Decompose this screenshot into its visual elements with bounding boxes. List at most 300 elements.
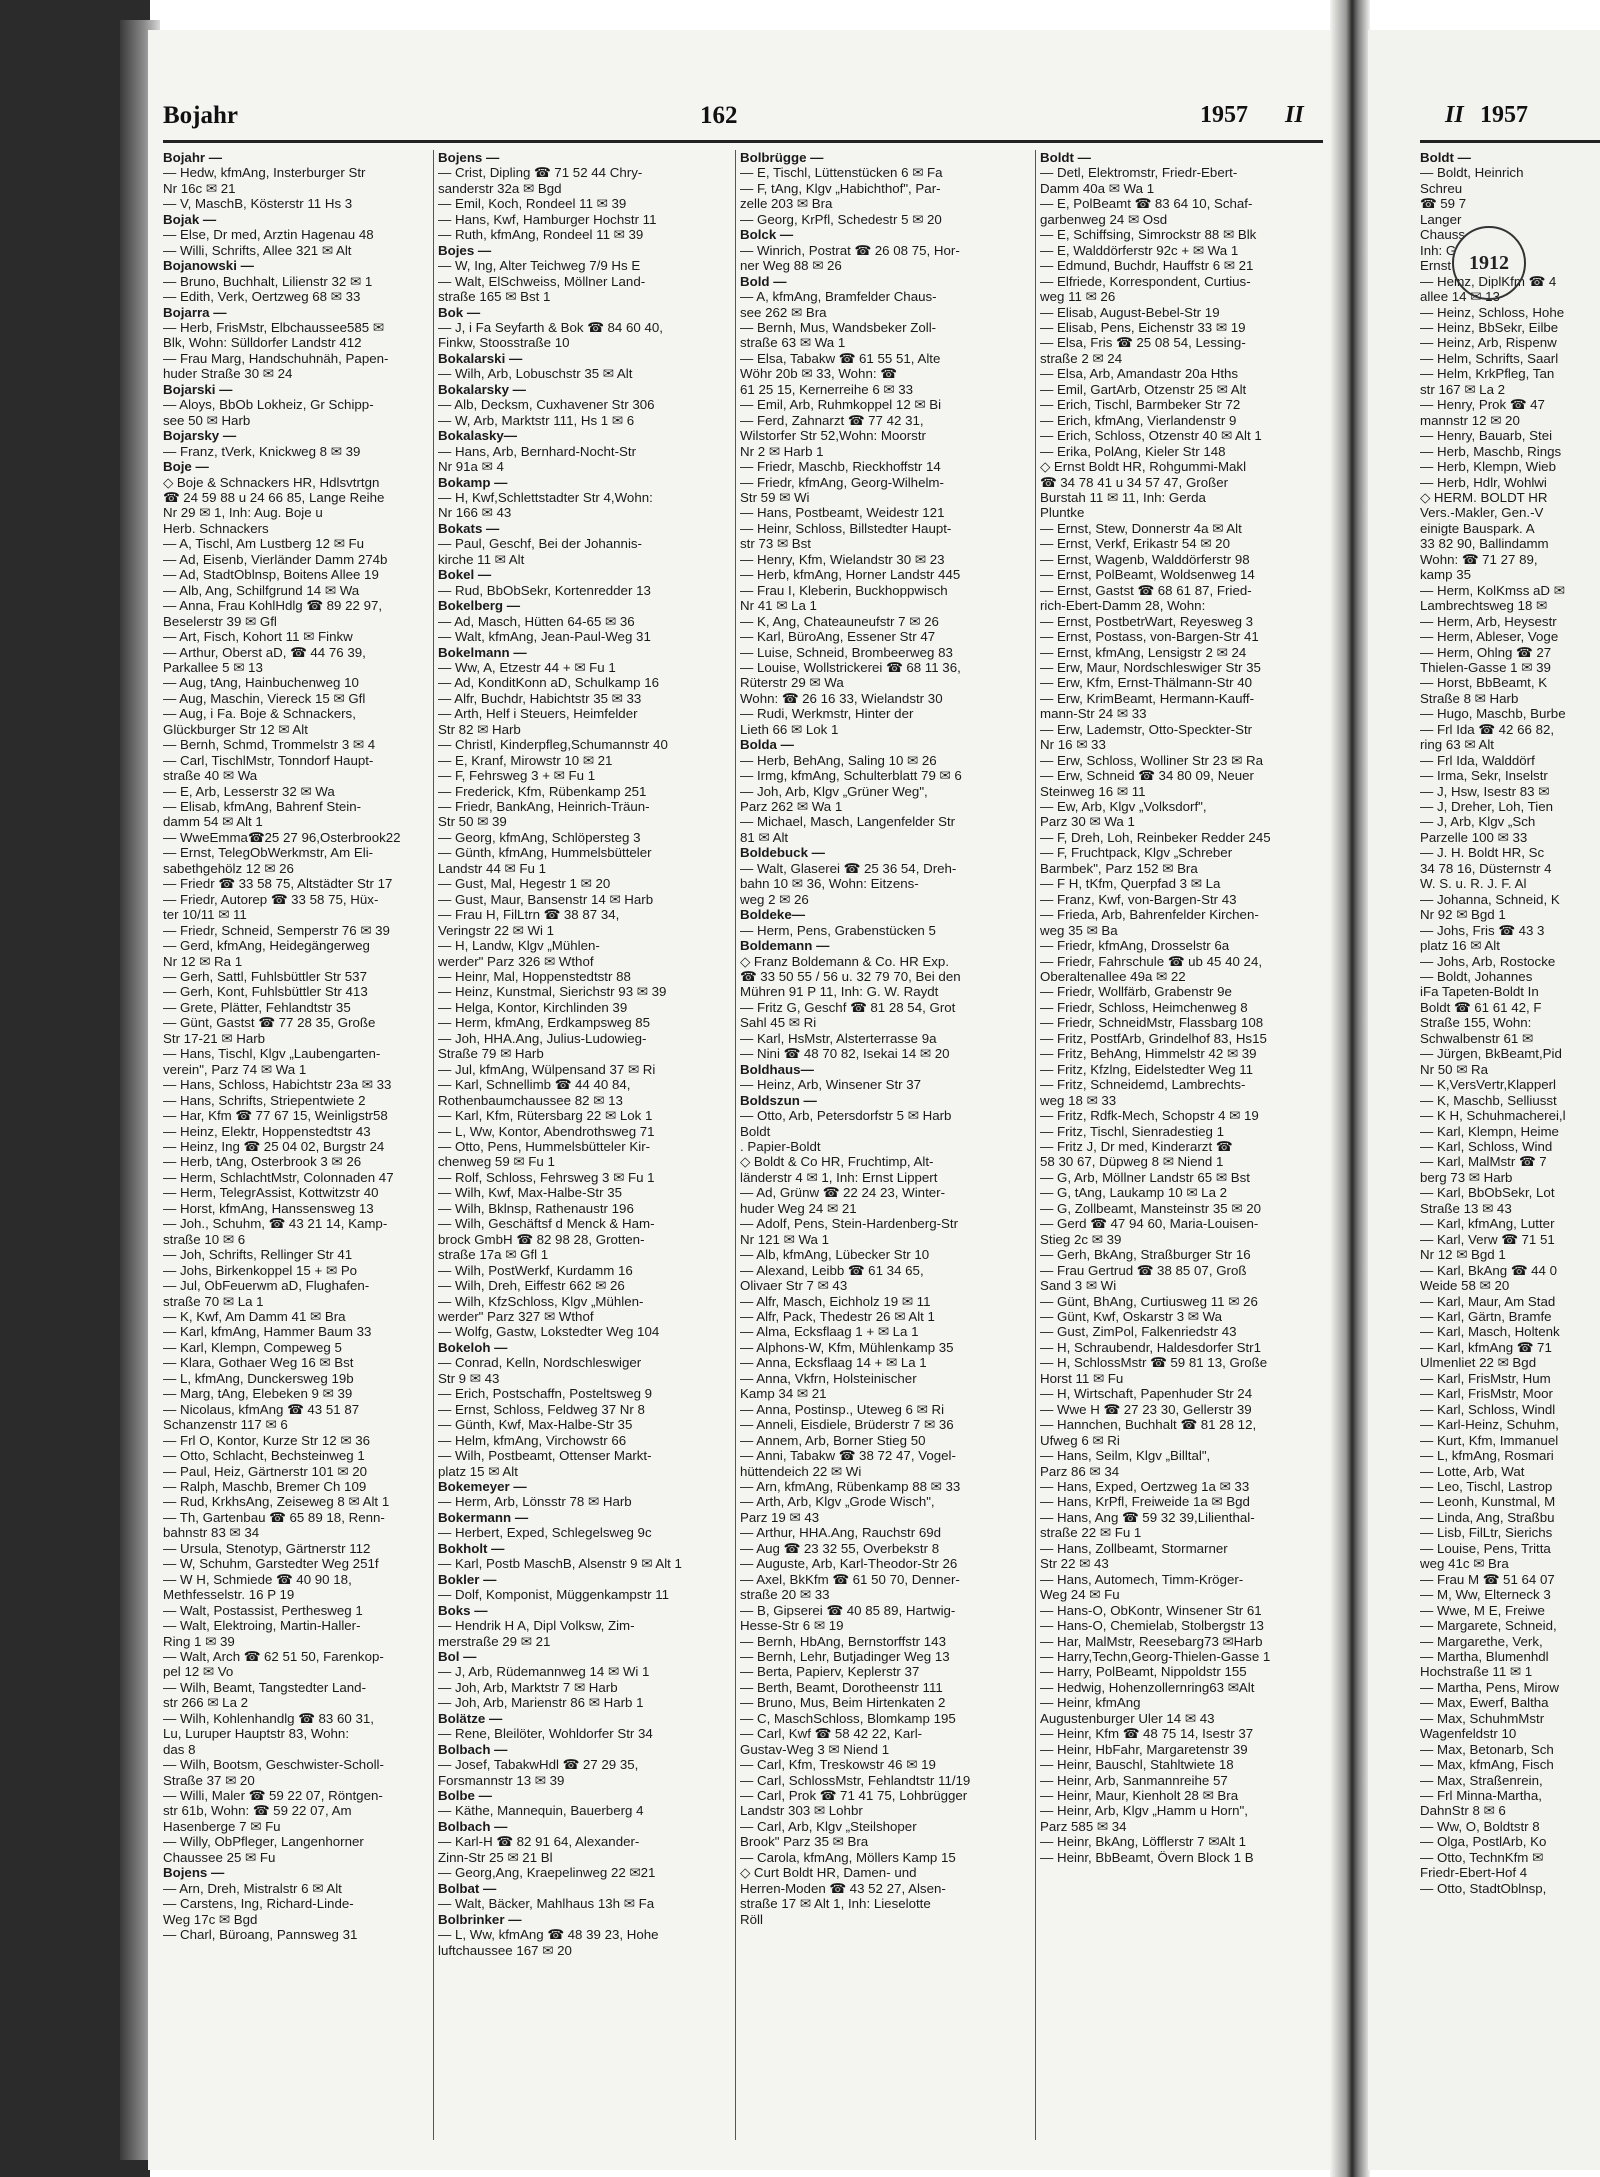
directory-entry-line: — Wilh, Bootsm, Geschwister-Scholl- bbox=[163, 1757, 384, 1773]
directory-entry-line: Bokel — bbox=[438, 567, 492, 583]
directory-entry-line: Boks — bbox=[438, 1602, 488, 1618]
directory-entry-line: Inh: G bbox=[1420, 242, 1457, 258]
directory-entry-line: — Berta, Papierv, Keplerstr 37 bbox=[740, 1664, 920, 1680]
directory-entry-line: — Hans, Tischl, Klgv „Laubengarten- bbox=[163, 1046, 381, 1062]
directory-entry-line: — Hans, KrPfl, Freiweide 1a ✉ Bgd bbox=[1040, 1494, 1250, 1510]
directory-entry-line: — Carl, Prok ☎ 71 41 75, Lohbrügger bbox=[740, 1788, 968, 1804]
directory-entry-line: — Helm, Schrifts, Saarl bbox=[1420, 350, 1559, 366]
directory-entry-line: — Annem, Arb, Borner Stieg 50 bbox=[740, 1432, 926, 1448]
directory-entry-line: — Fritz, Rdfk-Mech, Schopstr 4 ✉ 19 bbox=[1040, 1108, 1259, 1124]
directory-entry-line: — Friedr, kfmAng, Georg-Wilhelm- bbox=[740, 474, 944, 490]
directory-entry-line: — Horst, BbBeamt, K bbox=[1420, 675, 1548, 691]
directory-entry-line: — G, Arb, Möllner Landstr 65 ✉ Bst bbox=[1040, 1169, 1250, 1185]
directory-entry-line: Bokelmann — bbox=[438, 644, 527, 660]
directory-entry-line: — Herb, Maschb, Rings bbox=[1420, 443, 1562, 459]
directory-entry-line: straße 2 ✉ 24 bbox=[1040, 350, 1123, 366]
directory-entry-line: — Arth, Helf i Steuers, Heimfelder bbox=[438, 706, 638, 722]
directory-entry-line: Str 50 ✉ 39 bbox=[438, 814, 507, 830]
directory-entry-line: — Martha, Blumenhdl bbox=[1420, 1648, 1549, 1664]
directory-entry-line: weg 18 ✉ 33 bbox=[1040, 1092, 1117, 1108]
directory-entry-line: — Aloys, BbOb Lokheiz, Gr Schipp- bbox=[163, 397, 374, 413]
directory-entry-line: — Herb, kfmAng, Horner Landstr 445 bbox=[740, 567, 961, 583]
directory-entry-line: — Axel, BkKfm ☎ 61 50 70, Denner- bbox=[740, 1571, 960, 1587]
directory-entry-line: — B, Gipserei ☎ 40 85 89, Hartwig- bbox=[740, 1602, 956, 1618]
directory-entry-line: Nr 12 ✉ Ra 1 bbox=[163, 953, 243, 969]
directory-entry-line: ◇ Ernst Boldt HR, Rohgummi-Makl bbox=[1040, 459, 1247, 475]
directory-entry-line: — Franz, Kwf, von-Bargen-Str 43 bbox=[1040, 891, 1237, 907]
directory-entry-line: Wöhr 20b ✉ 33, Wohn: ☎ bbox=[740, 366, 897, 382]
directory-entry-line: — Max, kfmAng, Fisch bbox=[1420, 1757, 1554, 1773]
directory-entry-line: — Bernh, HbAng, Bernstorffstr 143 bbox=[740, 1633, 946, 1649]
directory-entry-line: verein", Parz 74 ✉ Wa 1 bbox=[163, 1061, 307, 1077]
directory-entry-line: — Joh, Schrifts, Rellinger Str 41 bbox=[163, 1247, 353, 1263]
directory-entry-line: Barmbek", Parz 152 ✉ Bra bbox=[1040, 860, 1198, 876]
directory-entry-line: — Friedr, SchneidMstr, Flassbarg 108 bbox=[1040, 1015, 1264, 1031]
directory-entry-line: — Gerh, BkAng, Straßburger Str 16 bbox=[1040, 1247, 1251, 1263]
directory-entry-line: Pluntke bbox=[1040, 505, 1085, 521]
directory-entry-line: straße 20 ✉ 33 bbox=[740, 1587, 830, 1603]
directory-entry-line: — Frederick, Kfm, Rübenkamp 251 bbox=[438, 783, 647, 799]
directory-entry-line: — F, Fehrsweg 3 + ✉ Fu 1 bbox=[438, 768, 596, 784]
directory-entry-line: — Joh, Arb, Marktstr 7 ✉ Harb bbox=[438, 1679, 618, 1695]
directory-entry-line: ring 63 ✉ Alt bbox=[1420, 737, 1494, 753]
directory-entry-line: — Karl, Postb MaschB, Alsenstr 9 ✉ Alt 1 bbox=[438, 1556, 682, 1572]
directory-entry-line: Str 59 ✉ Wi bbox=[740, 489, 810, 505]
directory-entry-line: Nr 16c ✉ 21 bbox=[163, 180, 236, 196]
directory-entry-line: — Elsa, Arb, Amandastr 20a Hths bbox=[1040, 366, 1239, 382]
directory-entry-line: — K H, Schuhmacherei,l bbox=[1420, 1108, 1566, 1124]
directory-entry-line: — Hendrik H A, Dipl Volksw, Zim- bbox=[438, 1618, 635, 1634]
directory-entry-line: — Fritz, Schneidemd, Lambrechts- bbox=[1040, 1077, 1246, 1093]
directory-entry-line: — Alfr, Pack, Thedestr 26 ✉ Alt 1 bbox=[740, 1308, 935, 1324]
directory-entry-line: — Elsa, Tabakw ☎ 61 55 51, Alte bbox=[740, 350, 941, 366]
directory-entry-line: — Gerd, kfmAng, Heidegängerweg bbox=[163, 938, 370, 954]
directory-entry-line: — Karl, BkAng ☎ 44 0 bbox=[1420, 1262, 1558, 1278]
directory-entry-line: Bokemeyer — bbox=[438, 1478, 527, 1494]
directory-entry-line: — Willi, Maler ☎ 59 22 07, Röntgen- bbox=[163, 1788, 383, 1804]
directory-entry-line: Bolck — bbox=[740, 227, 794, 243]
directory-entry-line: — Jul, kfmAng, Wülpensand 37 ✉ Ri bbox=[438, 1061, 656, 1077]
directory-entry-line: — Alfr, Buchdr, Habichtstr 35 ✉ 33 bbox=[438, 690, 642, 706]
directory-entry-line: — Ernst, Gastst ☎ 68 61 87, Fried- bbox=[1040, 582, 1252, 598]
directory-entry-line: — Wilh, Beamt, Tangstedter Land- bbox=[163, 1679, 366, 1695]
directory-entry-line: — Heinr, Bauschl, Stahltwiete 18 bbox=[1040, 1757, 1234, 1773]
directory-entry-line: Straße 37 ✉ 20 bbox=[163, 1772, 255, 1788]
directory-entry-line: — Walt, Bäcker, Mahlhaus 13h ✉ Fa bbox=[438, 1896, 655, 1912]
directory-entry-line: Olivaer Str 7 ✉ 43 bbox=[740, 1278, 848, 1294]
directory-entry-line: — Frieda, Arb, Bahrenfelder Kirchen- bbox=[1040, 907, 1259, 923]
directory-entry-line: — Wilh, PostWerkf, Kurdamm 16 bbox=[438, 1262, 633, 1278]
directory-entry-line: — Art, Fisch, Kohort 11 ✉ Finkw bbox=[163, 629, 353, 645]
directory-entry-line: — Wilh, Dreh, Eiffestr 662 ✉ 26 bbox=[438, 1278, 625, 1294]
directory-entry-line: — Margarete, Schneid, bbox=[1420, 1618, 1557, 1634]
directory-entry-line: — Heinr, Arb, Klgv „Hamm u Horn", bbox=[1040, 1803, 1248, 1819]
directory-entry-line: — Bernh, Schmd, Trommelstr 3 ✉ 4 bbox=[163, 737, 376, 753]
directory-entry-line: Forsmannstr 13 ✉ 39 bbox=[438, 1772, 565, 1788]
directory-entry-line: — Joh., Schuhm, ☎ 43 21 14, Kamp- bbox=[163, 1216, 388, 1232]
directory-entry-line: Straße 13 ✉ 43 bbox=[1420, 1200, 1512, 1216]
directory-entry-line: Damm 40a ✉ Wa 1 bbox=[1040, 180, 1155, 196]
directory-entry-line: — Wilh, Kwf, Max-Halbe-Str 35 bbox=[438, 1185, 622, 1201]
directory-entry-line: — Max, Straßenrein, bbox=[1420, 1772, 1543, 1788]
directory-entry-line: — Louise, Wollstrickerei ☎ 68 11 36, bbox=[740, 659, 961, 675]
directory-entry-line: — Frau H, FilLtrn ☎ 38 87 34, bbox=[438, 907, 620, 923]
directory-entry-line: rich-Ebert-Damm 28, Wohn: bbox=[1040, 598, 1206, 614]
directory-entry-line: Straße 155, Wohn: bbox=[1420, 1015, 1532, 1031]
directory-entry-line: — Otto, TechnKfm ✉ bbox=[1420, 1849, 1544, 1865]
directory-entry-line: — Herm, kfmAng, Erdkampsweg 85 bbox=[438, 1015, 651, 1031]
directory-entry-line: Bokats — bbox=[438, 520, 500, 536]
directory-entry-line: Wohn: ☎ 71 27 89, bbox=[1420, 551, 1538, 567]
directory-entry-line: — J, Arb, Rüdemannweg 14 ✉ Wi 1 bbox=[438, 1664, 650, 1680]
directory-entry-line: weg 11 ✉ 26 bbox=[1040, 289, 1116, 305]
directory-entry-line: Friedr-Ebert-Hof 4 bbox=[1420, 1865, 1528, 1881]
directory-entry-line: — Georg, KrPfl, Schedestr 5 ✉ 20 bbox=[740, 211, 942, 227]
directory-entry-line: Bolbach — bbox=[438, 1741, 508, 1757]
directory-entry-line: — Martha, Pens, Mirow bbox=[1420, 1679, 1559, 1695]
directory-entry-line: — A, Tischl, Am Lustberg 12 ✉ Fu bbox=[163, 536, 365, 552]
directory-entry-line: — Harry,Techn,Georg-Thielen-Gasse 1 bbox=[1040, 1648, 1271, 1664]
directory-entry-line: Nr 92 ✉ Bgd 1 bbox=[1420, 907, 1506, 923]
directory-entry-line: — Detl, Elektromstr, Friedr-Ebert- bbox=[1040, 165, 1238, 181]
directory-entry-line: pel 12 ✉ Vo bbox=[163, 1664, 234, 1680]
directory-entry-line: — W, Ing, Alter Teichweg 7/9 Hs E bbox=[438, 258, 641, 274]
directory-entry-line: — Nicolaus, kfmAng ☎ 43 51 87 bbox=[163, 1401, 360, 1417]
directory-entry-line: — Wwe, M E, Freiwe bbox=[1420, 1602, 1545, 1618]
directory-entry-line: — Gerh, Kont, Fuhlsbüttler Str 413 bbox=[163, 984, 368, 1000]
directory-entry-line: — Ww, O, Boldtstr 8 bbox=[1420, 1818, 1540, 1834]
directory-entry-line: — F, Dreh, Loh, Reinbeker Redder 245 bbox=[1040, 829, 1271, 845]
directory-entry-line: Ernst bbox=[1420, 258, 1452, 274]
directory-entry-line: Oberaltenallee 49a ✉ 22 bbox=[1040, 969, 1186, 985]
directory-entry-line: — Grete, Plätter, Fehlandtstr 35 bbox=[163, 999, 351, 1015]
directory-entry-line: — Fritz, PostfArb, Grindelhof 83, Hs15 bbox=[1040, 1030, 1267, 1046]
directory-entry-line: Parz 262 ✉ Wa 1 bbox=[740, 799, 843, 815]
directory-entry-line: — K, Maschb, Selliusst bbox=[1420, 1092, 1557, 1108]
directory-entry-line: ◇ Boldt & Co HR, Fruchtimp, Alt- bbox=[740, 1154, 934, 1170]
directory-entry-line: — Linda, Ang, Straßbu bbox=[1420, 1509, 1555, 1525]
directory-entry-line: — Arn, kfmAng, Rübenkamp 88 ✉ 33 bbox=[740, 1478, 961, 1494]
directory-entry-line: — Frau Gertrud ☎ 38 85 07, Groß bbox=[1040, 1262, 1247, 1278]
directory-entry-line: Boldt bbox=[740, 1123, 771, 1139]
directory-entry-line: — Günt, Gastst ☎ 77 28 35, Große bbox=[163, 1015, 376, 1031]
directory-entry-line: Nr 2 ✉ Harb 1 bbox=[740, 443, 824, 459]
directory-entry-line: Bokalarsky — bbox=[438, 381, 526, 397]
directory-entry-line: huder Straße 30 ✉ 24 bbox=[163, 366, 293, 382]
directory-entry-line: Straße 79 ✉ Harb bbox=[438, 1046, 544, 1062]
directory-entry-line: Bold — bbox=[740, 273, 787, 289]
directory-entry-line: — Ernst, Schloss, Feldweg 37 Nr 8 bbox=[438, 1401, 645, 1417]
directory-entry-line: Blk, Wohn: Sülldorfer Landstr 412 bbox=[163, 335, 362, 351]
directory-entry-line: — Hans-O, ObKontr, Winsener Str 61 bbox=[1040, 1602, 1262, 1618]
directory-entry-line: str 266 ✉ La 2 bbox=[163, 1695, 249, 1711]
running-head-name: Bojahr bbox=[163, 102, 238, 129]
directory-entry-line: — Walt, Arch ☎ 62 51 50, Farenkop- bbox=[163, 1648, 384, 1664]
directory-entry-line: — Erich, Schloss, Otzenstr 40 ✉ Alt 1 bbox=[1040, 428, 1262, 444]
directory-entry-line: — Ernst, Postass, von-Bargen-Str 41 bbox=[1040, 629, 1259, 645]
directory-entry-line: — Karl, Maur, Am Stad bbox=[1420, 1293, 1556, 1309]
directory-entry-line: Bojahr — bbox=[163, 150, 223, 165]
directory-entry-line: — Ruth, kfmAng, Rondeel 11 ✉ 39 bbox=[438, 227, 644, 243]
directory-entry-line: — Wwe H ☎ 27 23 30, Gellerstr 39 bbox=[1040, 1401, 1252, 1417]
directory-entry-line: Bojes — bbox=[438, 242, 492, 258]
directory-entry-line: — Leo, Tischl, Lastrop bbox=[1420, 1478, 1553, 1494]
directory-entry-line: — Olga, PostlArb, Ko bbox=[1420, 1834, 1547, 1850]
directory-entry-line: Nr 121 ✉ Wa 1 bbox=[740, 1231, 829, 1247]
directory-entry-line: Str 9 ✉ 43 bbox=[438, 1370, 500, 1386]
directory-entry-line: — Friedr, Fahrschule ☎ ub 45 40 24, bbox=[1040, 953, 1263, 969]
directory-entry-line: — Henry, Prok ☎ 47 bbox=[1420, 397, 1545, 413]
directory-entry-line: — Herm, Arb, Heysestr bbox=[1420, 613, 1557, 629]
directory-entry-line: Str 82 ✉ Harb bbox=[438, 721, 521, 737]
directory-entry-line: — Alb, Decksm, Cuxhavener Str 306 bbox=[438, 397, 655, 413]
directory-entry-line: — Carstens, Ing, Richard-Linde- bbox=[163, 1896, 354, 1912]
directory-entry-line: — Heinz, Schloss, Hohe bbox=[1420, 304, 1565, 320]
directory-entry-line: — Auguste, Arb, Karl-Theodor-Str 26 bbox=[740, 1556, 958, 1572]
directory-entry-line: — Joh, Arb, Marienstr 86 ✉ Harb 1 bbox=[438, 1695, 644, 1711]
directory-entry-line: str 167 ✉ La 2 bbox=[1420, 381, 1506, 397]
directory-entry-line: — Heinz, Elektr, Hoppenstedtstr 43 bbox=[163, 1123, 371, 1139]
directory-entry-line: — Heinz, BbSekr, Eilbe bbox=[1420, 319, 1559, 335]
directory-entry-line: — Walt, Elektroing, Martin-Haller- bbox=[163, 1618, 361, 1634]
directory-entry-line: — E, Kranf, Mirowstr 10 ✉ 21 bbox=[438, 752, 613, 768]
directory-entry-line: — Th, Gartenbau ☎ 65 89 18, Renn- bbox=[163, 1509, 385, 1525]
directory-entry-line: — Aug ☎ 23 32 55, Overbekstr 8 bbox=[740, 1540, 940, 1556]
directory-entry-line: — Anna, Vkfrn, Holsteinischer bbox=[740, 1370, 917, 1386]
directory-entry-line: Boldt — bbox=[1040, 150, 1091, 165]
directory-entry-line: — Max, Ewerf, Baltha bbox=[1420, 1695, 1549, 1711]
directory-entry-line: — Ernst, Stew, Donnerstr 4a ✉ Alt bbox=[1040, 520, 1242, 536]
directory-entry-line: Bolbrügge — bbox=[740, 150, 824, 165]
directory-entry-line: — Heinr, kfmAng bbox=[1040, 1695, 1141, 1711]
directory-entry-line: sanderstr 32a ✉ Bgd bbox=[438, 180, 562, 196]
directory-entry-line: — Hans, Postbeamt, Weidestr 121 bbox=[740, 505, 945, 521]
directory-entry-line: — Karl, Schloss, Wind bbox=[1420, 1139, 1553, 1154]
directory-entry-line: — Christl, Kinderpfleg,Schumannstr 40 bbox=[438, 737, 668, 753]
directory-entry-line: — G, Zollbeamt, Mansteinstr 35 ✉ 20 bbox=[1040, 1200, 1262, 1216]
directory-entry-line: ☎ 59 7 bbox=[1420, 196, 1467, 212]
directory-entry-line: — Lotte, Arb, Wat bbox=[1420, 1463, 1525, 1479]
directory-entry-line: Ulmenliet 22 ✉ Bgd bbox=[1420, 1355, 1537, 1371]
directory-entry-line: — Boldt, Johannes bbox=[1420, 969, 1533, 985]
directory-entry-line: — Ernst, Verkf, Erikastr 54 ✉ 20 bbox=[1040, 536, 1230, 552]
directory-entry-line: — E, Tischl, Lüttenstücken 6 ✉ Fa bbox=[740, 165, 943, 181]
directory-entry-line: — W, Arb, Marktstr 111, Hs 1 ✉ 6 bbox=[438, 412, 635, 428]
directory-entry-line: — Hedwig, Hohenzollernring63 ✉Alt bbox=[1040, 1679, 1255, 1695]
directory-entry-line: Bokermann — bbox=[438, 1509, 529, 1525]
directory-entry-line: — Günth, kfmAng, Hummelsbütteler bbox=[438, 845, 652, 861]
directory-entry-line: — Alb, kfmAng, Lübecker Str 10 bbox=[740, 1247, 930, 1263]
directory-entry-line: — V, MaschB, Kösterstr 11 Hs 3 bbox=[163, 196, 353, 212]
directory-entry-line: — Heinr, BbBeamt, Övern Block 1 B bbox=[1040, 1849, 1254, 1865]
directory-entry-line: — Carl, SchlossMstr, Fehlandtstr 11/19 bbox=[740, 1772, 971, 1788]
directory-entry-line: — Erw, Schneid ☎ 34 80 09, Neuer bbox=[1040, 768, 1254, 784]
directory-entry-line: Sand 3 ✉ Wi bbox=[1040, 1278, 1117, 1294]
page-number: 162 bbox=[700, 102, 738, 129]
directory-entry-line: — J, Dreher, Loh, Tien bbox=[1420, 799, 1554, 815]
directory-entry-line: — Gust, Maur, Bansenstr 14 ✉ Harb bbox=[438, 891, 654, 907]
directory-entry-line: — Leonh, Kunstmal, M bbox=[1420, 1494, 1556, 1510]
directory-entry-line: Bokler — bbox=[438, 1571, 497, 1587]
directory-entry-line: — Friedr ☎ 33 58 75, Altstädter Str 17 bbox=[163, 876, 393, 892]
directory-entry-line: — Ernst, kfmAng, Lensigstr 2 ✉ 24 bbox=[1040, 644, 1247, 660]
directory-entry-line: — Paul, Geschf, Bei der Johannis- bbox=[438, 536, 642, 552]
directory-entry-line: — Bernh, Mus, Wandsbeker Zoll- bbox=[740, 319, 937, 335]
directory-entry-line: — Günt, BhAng, Curtiusweg 11 ✉ 26 bbox=[1040, 1293, 1258, 1309]
directory-entry-line: — Irmg, kfmAng, Schulterblatt 79 ✉ 6 bbox=[740, 768, 962, 784]
directory-entry-line: Bok — bbox=[438, 304, 481, 320]
directory-entry-line: Methfesselstr. 16 P 19 bbox=[163, 1587, 295, 1603]
directory-entry-line: — Jürgen, BkBeamt,Pid bbox=[1420, 1046, 1562, 1062]
directory-entry-line: huder Weg 24 ✉ 21 bbox=[740, 1200, 857, 1216]
directory-entry-line: Parzelle 100 ✉ 33 bbox=[1420, 829, 1528, 845]
directory-entry-line: 61 25 15, Kernerreihe 6 ✉ 33 bbox=[740, 381, 914, 397]
directory-entry-line: — Herm, TelegrAssist, Kottwitzstr 40 bbox=[163, 1185, 379, 1201]
directory-entry-line: — Hedw, kfmAng, Insterburger Str bbox=[163, 165, 366, 181]
directory-entry-line: weg 2 ✉ 26 bbox=[740, 891, 809, 907]
directory-entry-line: iFa Tapeten-Boldt In bbox=[1420, 984, 1539, 1000]
directory-entry-line: — Margarethe, Verk, bbox=[1420, 1633, 1543, 1649]
directory-entry-line: — Berth, Beamt, Dorotheenstr 111 bbox=[740, 1679, 943, 1695]
directory-entry-line: — Karl, Klempn, Heime bbox=[1420, 1123, 1559, 1139]
directory-entry-line: — Georg, kfmAng, Schlöpersteg 3 bbox=[438, 829, 641, 845]
directory-entry-line: — Michael, Masch, Langenfelder Str bbox=[740, 814, 956, 830]
directory-entry-line: Nr 12 ✉ Bgd 1 bbox=[1420, 1247, 1506, 1263]
directory-entry-line: — Harry, PolBeamt, Nippoldstr 155 bbox=[1040, 1664, 1247, 1680]
directory-entry-line: — F H, tKfm, Querpfad 3 ✉ La bbox=[1040, 876, 1221, 892]
directory-entry-line: — Arthur, HHA.Ang, Rauchstr 69d bbox=[740, 1525, 942, 1541]
directory-entry-line: — Aug, i Fa. Boje & Schnackers, bbox=[163, 706, 356, 722]
directory-entry-line: — Helm, kfmAng, Virchowstr 66 bbox=[438, 1432, 627, 1448]
directory-entry-line: — Günt, Kwf, Oskarstr 3 ✉ Wa bbox=[1040, 1308, 1223, 1324]
directory-entry-line: — Walt, Postassist, Perthesweg 1 bbox=[163, 1602, 363, 1618]
directory-entry-line: kirche 11 ✉ Alt bbox=[438, 551, 525, 567]
directory-entry-line: — Max, SchuhmMstr bbox=[1420, 1710, 1545, 1726]
directory-entry-line: bahnstr 83 ✉ 34 bbox=[163, 1525, 260, 1541]
directory-entry-line: Mühren 91 P 11, Inh: G. W. Raydt bbox=[740, 984, 939, 1000]
directory-entry-line: Chaussee 25 ✉ Fu bbox=[163, 1849, 276, 1865]
directory-entry-line: — Herm, Ohlng ☎ 27 bbox=[1420, 644, 1552, 660]
directory-entry-line: — Josef, TabakwHdl ☎ 27 29 35, bbox=[438, 1757, 639, 1773]
directory-entry-line: — K, Kwf, Am Damm 41 ✉ Bra bbox=[163, 1308, 346, 1324]
directory-entry-line: — Walt, kfmAng, Jean-Paul-Weg 31 bbox=[438, 629, 651, 645]
directory-entry-line: — Heinz, Kunstmal, Sierichstr 93 ✉ 39 bbox=[438, 984, 667, 1000]
directory-entry-line: — Wilh, Arb, Lobuschstr 35 ✉ Alt bbox=[438, 366, 633, 382]
directory-entry-line: Boje — bbox=[163, 459, 209, 475]
directory-entry-line: mannstr 12 ✉ 20 bbox=[1420, 412, 1520, 428]
directory-entry-line: Weg 17c ✉ Bgd bbox=[163, 1911, 258, 1927]
directory-entry-line: Bokamp — bbox=[438, 474, 508, 490]
directory-entry-line: — Johs, Arb, Rostocke bbox=[1420, 953, 1556, 969]
directory-entry-line: — Alfr, Masch, Eichholz 19 ✉ 11 bbox=[740, 1293, 931, 1309]
directory-entry-line: länderstr 4 ✉ 1, Inh: Ernst Lippert bbox=[740, 1169, 938, 1185]
directory-entry-line: — A, kfmAng, Bramfelder Chaus- bbox=[740, 289, 937, 305]
directory-entry-line: — Friedr, Schloss, Heimchenweg 8 bbox=[1040, 999, 1248, 1015]
directory-entry-line: — Ralph, Maschb, Bremer Ch 109 bbox=[163, 1478, 367, 1494]
directory-entry-line: — Ernst, PolBeamt, Woldsenweg 14 bbox=[1040, 567, 1255, 583]
directory-entry-line: — Emil, GartArb, Otzenstr 25 ✉ Alt bbox=[1040, 381, 1247, 397]
directory-entry-line: — Elisab, Pens, Eichenstr 33 ✉ 19 bbox=[1040, 319, 1246, 335]
directory-entry-line: Boldt — bbox=[1420, 150, 1471, 165]
directory-entry-line: — Gerd ☎ 47 94 60, Maria-Louisen- bbox=[1040, 1216, 1259, 1232]
directory-entry-line: Schreu bbox=[1420, 180, 1463, 196]
directory-entry-line: Veringstr 22 ✉ Wi 1 bbox=[438, 922, 555, 938]
directory-entry-line: — Herb, Hdlr, Wohlwi bbox=[1420, 474, 1547, 490]
directory-entry-line: — Hans, Automech, Timm-Kröger- bbox=[1040, 1571, 1244, 1587]
directory-entry-line: Bolbe — bbox=[438, 1788, 492, 1804]
directory-entry-line: — Bernh, Lehr, Butjadinger Weg 13 bbox=[740, 1648, 950, 1664]
directory-entry-line: — Winrich, Postrat ☎ 26 08 75, Hor- bbox=[740, 242, 960, 258]
directory-entry-line: — Arth, Arb, Klgv „Grode Wisch", bbox=[740, 1494, 935, 1510]
directory-entry-line: Hesse-Str 6 ✉ 19 bbox=[740, 1618, 844, 1634]
directory-entry-line: — Fritz G, Geschf ☎ 81 28 54, Grot bbox=[740, 999, 956, 1015]
directory-entry-line: Parz 30 ✉ Wa 1 bbox=[1040, 814, 1135, 830]
directory-entry-line: Nr 29 ✉ 1, Inh: Aug. Boje u bbox=[163, 505, 323, 521]
directory-entry-line: — Max, Betonarb, Sch bbox=[1420, 1741, 1554, 1757]
directory-entry-line: — F, Fruchtpack, Klgv „Schreber bbox=[1040, 845, 1233, 861]
directory-entry-line: — Otto, Pens, Hummelsbütteler Kir- bbox=[438, 1139, 651, 1154]
directory-entry-line: — Elisab, kfmAng, Bahrenf Stein- bbox=[163, 799, 362, 815]
column-divider bbox=[1035, 150, 1036, 2140]
directory-entry-line: — Otto, Schlacht, Bechsteinweg 1 bbox=[163, 1448, 365, 1464]
directory-entry-line: — Ernst, PostbetrWart, Reyesweg 3 bbox=[1040, 613, 1254, 629]
directory-entry-line: Parz 585 ✉ 34 bbox=[1040, 1818, 1127, 1834]
directory-entry-line: Weg 24 ✉ Fu bbox=[1040, 1587, 1120, 1603]
directory-entry-line: — Karl, Klempn, Compeweg 5 bbox=[163, 1339, 342, 1355]
directory-entry-line: Wohn: ☎ 26 16 33, Wielandstr 30 bbox=[740, 690, 943, 706]
directory-entry-line: — Conrad, Kelln, Nordschleswiger bbox=[438, 1355, 642, 1371]
directory-entry-line: — H, Landw, Klgv „Mühlen- bbox=[438, 938, 600, 954]
directory-entry-line: ☎ 33 50 55 / 56 u. 32 79 70, Bei den bbox=[740, 969, 961, 985]
directory-entry-line: — Rene, Bleilöter, Wohldorfer Str 34 bbox=[438, 1726, 653, 1742]
directory-entry-line: — Joh, Arb, Klgv „Grüner Weg", bbox=[740, 783, 928, 799]
directory-entry-line: — Else, Dr med, Arztin Hagenau 48 bbox=[163, 227, 374, 243]
directory-entry-line: Hasenberge 7 ✉ Fu bbox=[163, 1818, 281, 1834]
directory-entry-line: Rüterstr 29 ✉ Wa bbox=[740, 675, 844, 691]
directory-entry-line: Zinn-Str 25 ✉ 21 Bl bbox=[438, 1849, 553, 1865]
directory-entry-line: — Har, Kfm ☎ 77 67 15, Weinligstr58 bbox=[163, 1108, 388, 1124]
directory-entry-line: — E, Arb, Lesserstr 32 ✉ Wa bbox=[163, 783, 335, 799]
directory-entry-line: 58 30 67, Düpweg 8 ✉ Niend 1 bbox=[1040, 1154, 1224, 1170]
directory-entry-line: — Ad, Masch, Hütten 64-65 ✉ 36 bbox=[438, 613, 635, 629]
directory-entry-line: — Karl, BüroAng, Essener Str 47 bbox=[740, 629, 936, 645]
directory-entry-line: — Carl, Kwf ☎ 58 42 22, Karl- bbox=[740, 1726, 923, 1742]
directory-entry-line: — Wilh, Geschäftsf d Menck & Ham- bbox=[438, 1216, 655, 1232]
directory-entry-line: — Anna, Postinsp., Uteweg 6 ✉ Ri bbox=[740, 1401, 945, 1417]
directory-entry-line: — Karl, kfmAng, Hammer Baum 33 bbox=[163, 1324, 372, 1340]
directory-entry-line: — Karl, FrisMstr, Moor bbox=[1420, 1386, 1553, 1402]
directory-entry-line: — Erw, Maur, Nordschleswiger Str 35 bbox=[1040, 659, 1261, 675]
directory-entry-line: Landstr 44 ✉ Fu 1 bbox=[438, 860, 546, 876]
directory-entry-line: Langer bbox=[1420, 211, 1462, 227]
directory-entry-line: — Georg,Ang, Kraepelinweg 22 ✉21 bbox=[438, 1865, 656, 1881]
book-gutter bbox=[1330, 0, 1370, 2177]
directory-entry-line: — Nini ☎ 48 70 82, Isekai 14 ✉ 20 bbox=[740, 1046, 950, 1062]
directory-entry-line: see 262 ✉ Bra bbox=[740, 304, 827, 320]
directory-entry-line: Boldhaus— bbox=[740, 1061, 814, 1077]
directory-entry-line: — Frau M ☎ 51 64 07 bbox=[1420, 1571, 1555, 1587]
directory-entry-line: straße 17 ✉ Alt 1, Inh: Lieselotte bbox=[740, 1896, 931, 1912]
directory-entry-line: Bojak — bbox=[163, 211, 217, 227]
directory-entry-line: — Heinr, BkAng, Löfflerstr 7 ✉Alt 1 bbox=[1040, 1834, 1247, 1850]
directory-entry-line: — Karl, MalMstr ☎ 7 bbox=[1420, 1154, 1547, 1170]
directory-entry-line: merstraße 29 ✉ 21 bbox=[438, 1633, 551, 1649]
directory-entry-line: — Henry, Bauarb, Stei bbox=[1420, 428, 1553, 444]
directory-entry-line: — Karl, Masch, Holtenk bbox=[1420, 1324, 1560, 1340]
directory-entry-line: — Johs, Fris ☎ 43 3 bbox=[1420, 922, 1545, 938]
directory-entry-line: — Wilh, Kohlenhandlg ☎ 83 60 31, bbox=[163, 1710, 374, 1726]
directory-entry-line: — Fritz, Tischl, Sienradestieg 1 bbox=[1040, 1123, 1225, 1139]
